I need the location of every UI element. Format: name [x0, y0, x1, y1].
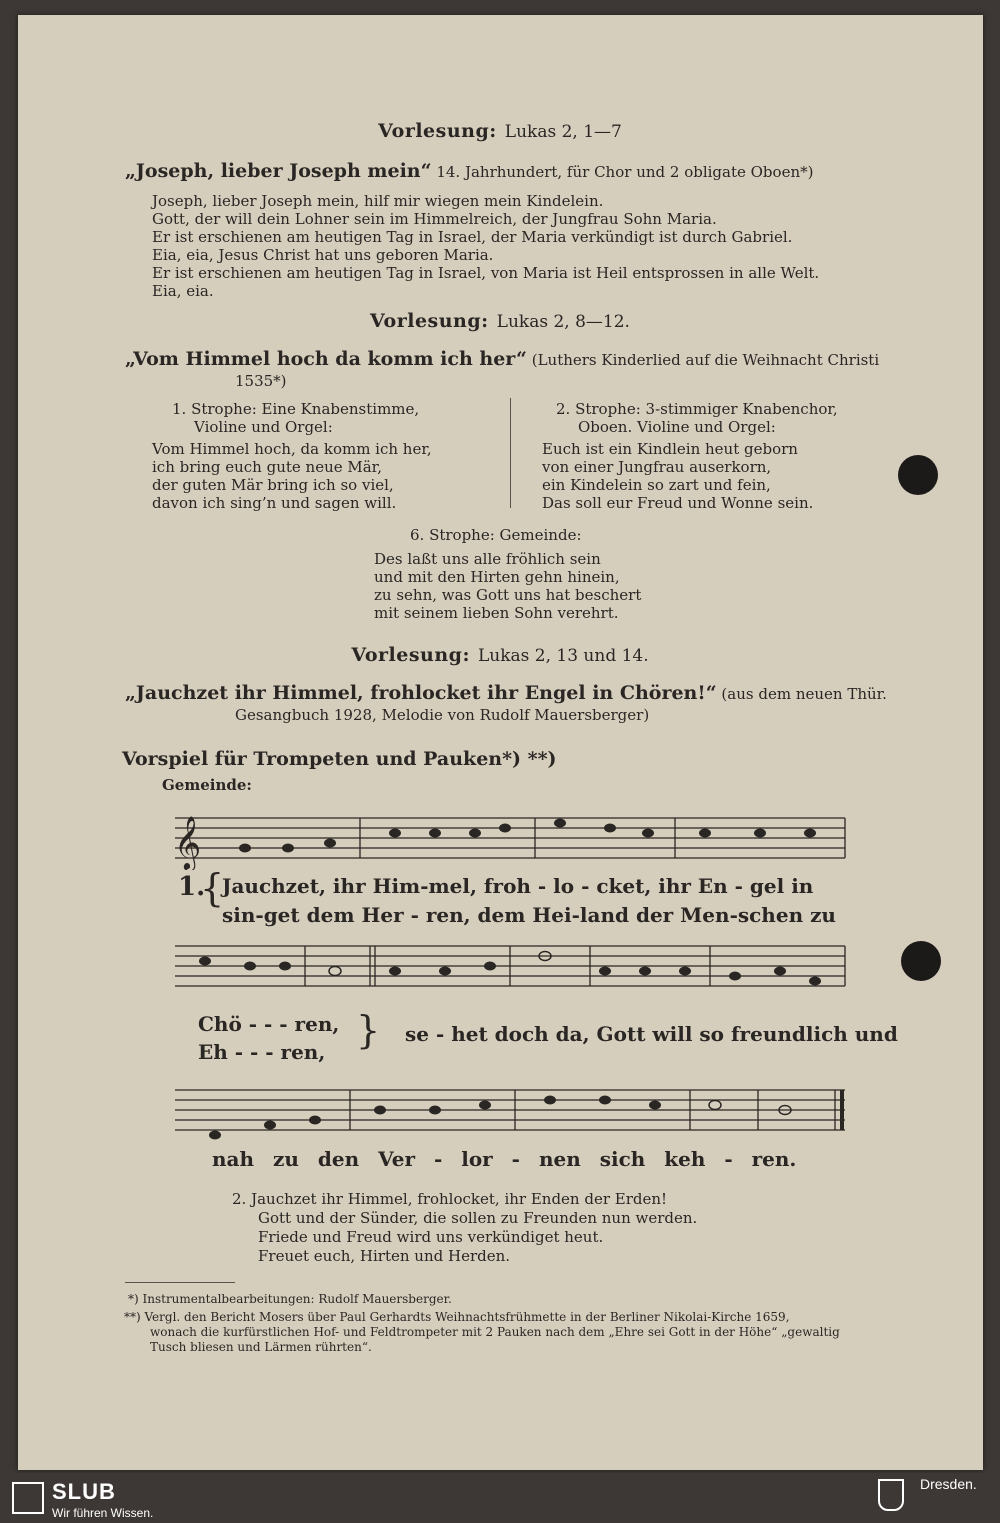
verse2-line: von einer Jungfrau auserkorn,: [542, 458, 772, 476]
verse1-heading: 1. Strophe: Eine Knabenstimme,: [172, 400, 420, 418]
footnote-1: *) Instrumentalbearbeitungen: Rudolf Mauersberger.: [128, 1292, 452, 1306]
song1-line: Gott, der will dein Lohner sein im Himmelreich, der Jungfrau Sohn Maria.: [152, 210, 717, 228]
lyric-line: Jauchzet, ihr Him-mel, froh - lo - cket, ihr En - gel in: [222, 874, 814, 898]
lyric-line: se - het doch da, Gott will so freundlich und: [405, 1022, 898, 1046]
verse-brace: }: [356, 1008, 381, 1052]
verse6-heading: 6. Strophe: Gemeinde:: [410, 526, 582, 544]
punch-hole: [898, 455, 938, 495]
lyric-line: nah zu den Ver - lor - nen sich keh - ren.: [212, 1147, 797, 1171]
verse2-line: Euch ist ein Kindlein heut geborn: [542, 440, 798, 458]
song1-line: Er ist erschienen am heutigen Tag in Israel, der Maria verkündigt ist durch Gabriel.: [152, 228, 793, 246]
song1-line: Er ist erschienen am heutigen Tag in Israel, von Maria ist Heil entsprossen in alle Welt.: [152, 264, 820, 282]
verse1-line: Vom Himmel hoch, da komm ich her,: [152, 440, 432, 458]
song1-line: Joseph, lieber Joseph mein, hilf mir wiegen mein Kindelein.: [152, 192, 604, 210]
svg-text:𝄞: 𝄞: [174, 815, 202, 869]
verse1-line: der guten Mär bring ich so viel,: [152, 476, 394, 494]
verse2-heading: 2. Strophe: 3-stimmiger Knabenchor,: [556, 400, 838, 418]
dresden-wordmark: Dresden.: [920, 1476, 977, 1492]
song1-line: Eia, eia.: [152, 282, 214, 300]
song3-source: Gesangbuch 1928, Melodie von Rudolf Mauersberger): [235, 706, 650, 724]
verse6-line: mit seinem lieben Sohn verehrt.: [374, 604, 619, 622]
music-staff-2: [170, 938, 850, 998]
footer-bar: [0, 1473, 1000, 1523]
reading-heading-3: Vorlesung: Lukas 2, 13 und 14.: [351, 644, 649, 666]
song1-heading: „Joseph, lieber Joseph mein“ 14. Jahrhundert, für Chor und 2 obligate Oboen*): [125, 160, 814, 182]
footnote-2: wonach die kurfürstlichen Hof- und Feldtrompeter mit 2 Pauken nach dem „Ehre sei Gott in der Höhe“ „gewaltig: [150, 1325, 840, 1339]
song3-heading: „Jauchzet ihr Himmel, frohlocket ihr Engel in Chören!“ (aus dem neuen Thür.: [125, 682, 887, 704]
congregation-label: Gemeinde:: [162, 776, 252, 794]
verse-number: 1.: [178, 872, 206, 902]
music-staff-3: [170, 1082, 850, 1152]
reading-heading-2: Vorlesung: Lukas 2, 8—12.: [370, 310, 630, 332]
verse2-text: Freuet euch, Hirten und Herden.: [258, 1247, 511, 1265]
slub-tagline: Wir führen Wissen.: [52, 1506, 154, 1520]
verse2-text: Friede und Freud wird uns verkündiget heut.: [258, 1228, 604, 1246]
footnote-rule: [125, 1282, 235, 1283]
slub-wordmark: SLUB: [52, 1479, 116, 1504]
dresden-crest-icon: [878, 1479, 904, 1511]
slub-logo-icon: [12, 1482, 44, 1514]
verse6-line: und mit den Hirten gehn hinein,: [374, 568, 620, 586]
verse-brace: {: [200, 866, 225, 910]
verse2-text: 2. Jauchzet ihr Himmel, frohlocket, ihr Enden der Erden!: [232, 1190, 668, 1208]
verse1-line: davon ich sing’n und sagen will.: [152, 494, 397, 512]
footnote-2: Tusch bliesen und Lärmen rührten“.: [150, 1340, 372, 1354]
column-divider: [510, 398, 511, 508]
song1-line: Eia, eia, Jesus Christ hat uns geboren Maria.: [152, 246, 494, 264]
verse6-line: zu sehn, was Gott uns hat beschert: [374, 586, 642, 604]
lyric-line: sin-get dem Her - ren, dem Hei-land der Men-schen zu: [222, 903, 836, 927]
lyric-line: Chö - - - ren,: [198, 1012, 340, 1036]
music-staff-1: [170, 810, 850, 870]
prelude-heading: Vorspiel für Trompeten und Pauken*) **): [122, 748, 557, 770]
song2-heading: „Vom Himmel hoch da komm ich her“ (Luthers Kinderlied auf die Weihnacht Christi: [125, 348, 880, 370]
reading-heading-1: Vorlesung: Lukas 2, 1—7: [378, 120, 622, 142]
verse2-line: ein Kindelein so zart und fein,: [542, 476, 771, 494]
punch-hole: [901, 941, 941, 981]
verse2-line: Das soll eur Freud und Wonne sein.: [542, 494, 814, 512]
song2-year: 1535*): [235, 372, 287, 390]
verse2-heading: Oboen. Violine und Orgel:: [578, 418, 776, 436]
verse2-text: Gott und der Sünder, die sollen zu Freunden nun werden.: [258, 1209, 698, 1227]
verse1-heading: Violine und Orgel:: [194, 418, 333, 436]
verse1-line: ich bring euch gute neue Mär,: [152, 458, 382, 476]
verse6-line: Des laßt uns alle fröhlich sein: [374, 550, 601, 568]
footnote-2: **) Vergl. den Bericht Mosers über Paul Gerhardts Weihnachtsfrühmette in der Berliner Nikolai-Kirche 1659,: [124, 1310, 790, 1324]
lyric-line: Eh - - - ren,: [198, 1040, 326, 1064]
